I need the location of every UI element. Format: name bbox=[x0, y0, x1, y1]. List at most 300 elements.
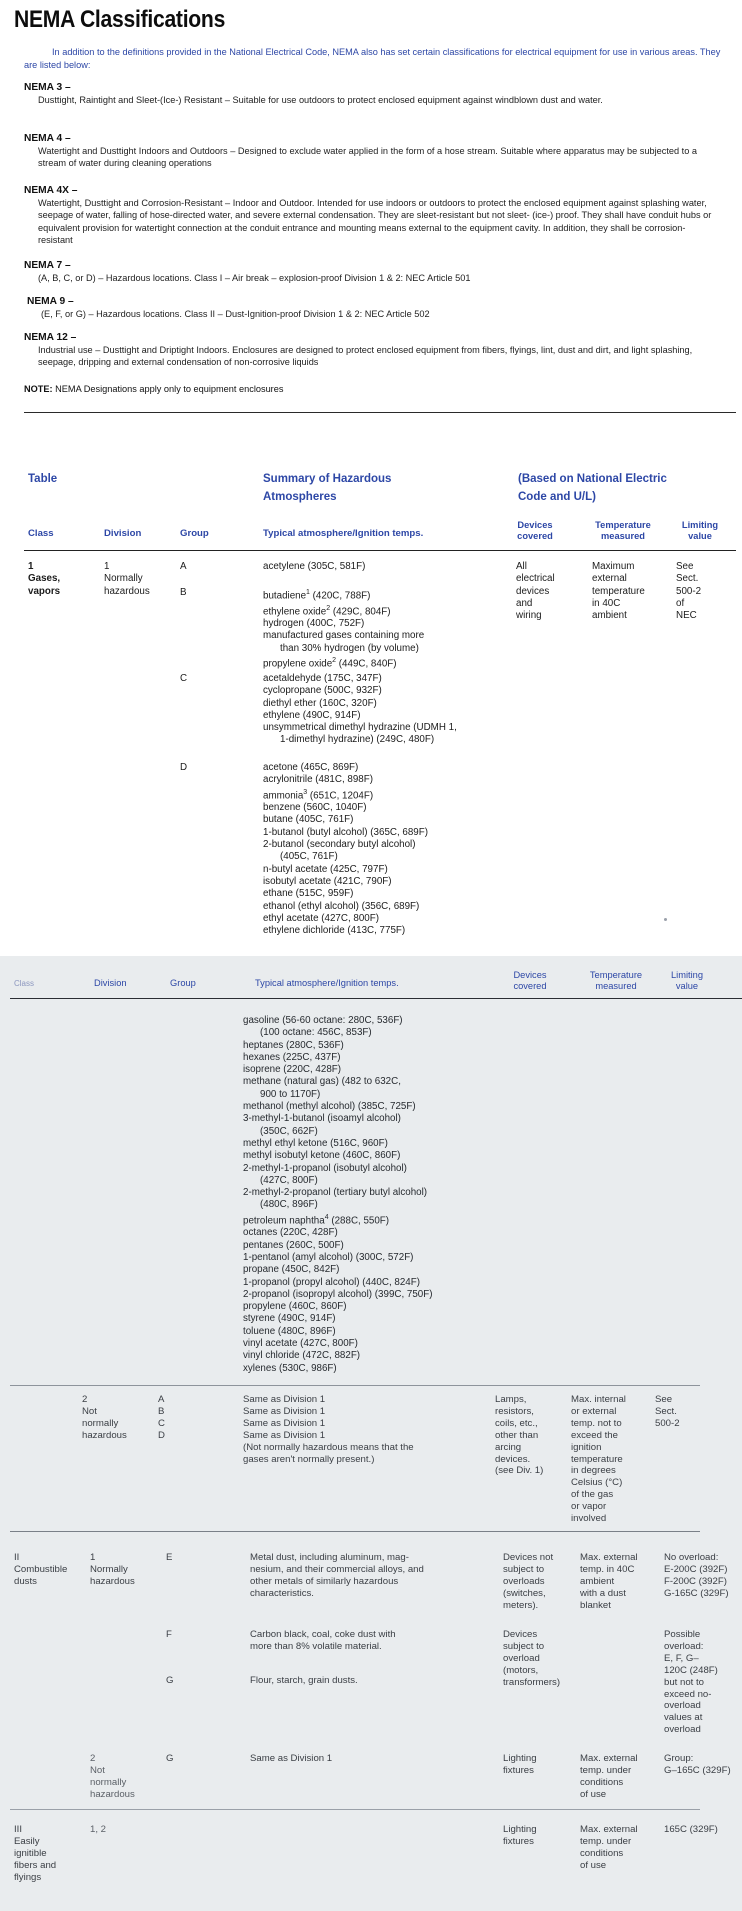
class1-limit-line: of bbox=[676, 597, 685, 609]
class2-cell bbox=[14, 1552, 67, 1588]
class1-div-text-2: hazardous bbox=[104, 585, 150, 597]
chemical-temps: (449C, 840F) bbox=[336, 658, 397, 670]
chemical-list-item bbox=[263, 787, 428, 803]
group-a-item: acetylene (305C, 581F) bbox=[263, 561, 366, 572]
chemical-text: n-butyl acetate (425C, 797F) bbox=[263, 863, 388, 875]
col-header-limiting bbox=[672, 520, 728, 542]
div2-division-line: 2 bbox=[82, 1394, 88, 1405]
chemical-list-item bbox=[243, 1338, 433, 1350]
cont-header-temperature-line-2: measured bbox=[595, 981, 637, 991]
chemical-text: 2-butanol (secondary butyl alcohol) bbox=[263, 839, 416, 851]
chemical-text: acetaldehyde (175C, 347F) bbox=[263, 673, 382, 684]
class3-division: 1, 2 bbox=[90, 1824, 107, 1835]
chemical-text: (405C, 761F) bbox=[280, 851, 338, 863]
nema-9-desc: (E, F, or G) – Hazardous locations. Class II – Dust-Ignition-proof Division 1 & 2: NEC Article 502 bbox=[41, 309, 430, 319]
class3-line: Easily bbox=[14, 1835, 40, 1847]
div2-limit-cell bbox=[655, 1394, 680, 1430]
chemical-text: isoprene (220C, 428F) bbox=[243, 1064, 342, 1076]
chemical-text: ethylene dichloride (413C, 775F) bbox=[263, 925, 406, 937]
class2-line: dusts bbox=[14, 1575, 37, 1587]
section-divider bbox=[24, 412, 736, 413]
div2-devices-line: (see Div. 1) bbox=[495, 1465, 544, 1477]
chemical-text: xylenes (530C, 986F) bbox=[243, 1362, 337, 1374]
class2-div2-line: hazardous bbox=[90, 1788, 135, 1800]
chemical-list-item bbox=[243, 1027, 433, 1039]
chemical-list-item bbox=[263, 655, 424, 671]
div2-group-line: D bbox=[158, 1429, 165, 1441]
chemical-list-item bbox=[263, 802, 428, 814]
chemical-list-item bbox=[263, 722, 457, 734]
table-based-line-1: (Based on National Electric bbox=[518, 473, 667, 485]
nema-4-desc: Watertight and Dusttight Indoors and Outdoors – Designed to exclude water applied in the form of a hose stream. Suitable where apparatus may be subjected to a stream of water during cleaning operations bbox=[38, 146, 697, 169]
cont-header-class: Class bbox=[14, 979, 35, 988]
div2-group-line: B bbox=[158, 1405, 165, 1417]
class2-fg-limit-line: overload bbox=[664, 1724, 701, 1736]
chemical-list-item bbox=[263, 774, 428, 786]
class1-number: 1 bbox=[28, 561, 34, 572]
class2-fg-limit-line: overload bbox=[664, 1700, 701, 1712]
col-header-limiting-line-1: Limiting bbox=[681, 520, 719, 530]
class2-fg-limit-line: overload: bbox=[664, 1640, 704, 1652]
class2-fg-devices-line: subject to bbox=[503, 1640, 545, 1652]
class2-division-line: hazardous bbox=[90, 1575, 135, 1587]
cont-header-limiting-line-2: value bbox=[675, 981, 699, 991]
class2-div2-devices-line: Lighting bbox=[503, 1753, 537, 1764]
chemical-text: butane (405C, 761F) bbox=[263, 814, 354, 826]
chemical-text: toluene (480C, 896F) bbox=[243, 1325, 336, 1337]
class2-e-temp-line: blanket bbox=[580, 1599, 611, 1611]
group-b-list bbox=[263, 587, 424, 671]
chemical-text: vinyl chloride (472C, 882F) bbox=[243, 1350, 361, 1362]
chemical-list-item bbox=[243, 1064, 433, 1076]
class2-division-cell bbox=[90, 1552, 135, 1588]
chemical-list-item bbox=[243, 1052, 433, 1064]
class3-devices-line: fixtures bbox=[503, 1835, 534, 1847]
div2-temp-line: involved bbox=[571, 1513, 607, 1525]
chemical-list-item bbox=[243, 1138, 433, 1150]
class2-top-rule bbox=[10, 1531, 700, 1532]
class2-fg-limit-line: Possible bbox=[664, 1629, 701, 1640]
chemical-text: methanol (methyl alcohol) (385C, 725F) bbox=[243, 1101, 416, 1113]
chemical-temps: (420C, 788F) bbox=[309, 590, 371, 602]
class2-fg-limit-line: but not to bbox=[664, 1676, 705, 1688]
class2-e-temp-cell bbox=[580, 1552, 638, 1612]
class1-div-number: 1 bbox=[104, 561, 110, 572]
chemical-text: heptanes (280C, 536F) bbox=[243, 1039, 344, 1051]
chemical-text: butadiene bbox=[263, 590, 307, 602]
class2-line: Combustible bbox=[14, 1563, 68, 1575]
cont-header-devices-line-2: covered bbox=[513, 981, 547, 991]
class2-line: II bbox=[14, 1552, 20, 1563]
chemical-list-item bbox=[243, 1076, 433, 1088]
chemical-text: ethane (515C, 959F) bbox=[263, 888, 354, 900]
div2-division-cell bbox=[82, 1394, 127, 1442]
chemical-text: methyl ethyl ketone (516C, 960F) bbox=[243, 1137, 388, 1149]
nema-7-entry bbox=[24, 260, 724, 284]
chemical-list-item bbox=[243, 1313, 433, 1325]
div2-temp-line: Celsius (°C) bbox=[571, 1477, 623, 1489]
class2-group-g: G bbox=[166, 1675, 174, 1686]
chemical-list-item bbox=[243, 1175, 433, 1187]
div2-typical-line: Same as Division 1 bbox=[243, 1429, 326, 1441]
cont-header-temperature bbox=[578, 970, 654, 992]
group-a-label: A bbox=[180, 561, 187, 572]
chemical-list-item bbox=[243, 1277, 433, 1289]
chemical-list-item bbox=[243, 1301, 433, 1313]
class2-div2-temp-line: Max. external bbox=[580, 1753, 638, 1764]
class2-e-devices-line: subject to bbox=[503, 1563, 545, 1575]
col-header-devices-line-2: covered bbox=[517, 531, 553, 541]
chemical-text: octanes (220C, 428F) bbox=[243, 1227, 338, 1239]
chemical-list-item bbox=[243, 1252, 433, 1264]
chemical-text: propylene (460C, 860F) bbox=[243, 1301, 347, 1313]
chemical-text: ethylene oxide bbox=[263, 605, 327, 617]
col-header-typical: Typical atmosphere/Ignition temps. bbox=[263, 528, 424, 539]
class2-e-devices-line: meters). bbox=[503, 1599, 539, 1611]
class2-div2-temp-cell bbox=[580, 1753, 638, 1801]
class2-div2-limit-cell bbox=[664, 1753, 731, 1777]
col-header-temperature-line-2: measured bbox=[601, 531, 645, 541]
class2-e-limit-line: E-200C (392F) bbox=[664, 1563, 728, 1575]
chemical-text: 1-dimethyl hydrazine) (249C, 480F) bbox=[280, 734, 435, 746]
div2-devices-cell bbox=[495, 1394, 543, 1477]
div2-temp-line: or vapor bbox=[571, 1501, 607, 1513]
nema-3-name: NEMA 3 – bbox=[24, 82, 71, 93]
chemical-list-item bbox=[263, 762, 428, 774]
header-rule bbox=[24, 550, 736, 551]
class2-group-e: E bbox=[166, 1552, 173, 1563]
nema-12-desc: Industrial use – Dusttight and Driptight Indoors. Enclosures are designed to protect enclosed equipment from fibers, flyings, lint, dust and dirt, and light splashing, seepage, dripping and external condensation of non-corrosive liquids bbox=[38, 345, 693, 368]
col-header-limiting-line-2: value bbox=[688, 531, 712, 541]
div2-group-line: A bbox=[158, 1394, 165, 1405]
chemical-list-item bbox=[263, 603, 424, 619]
chemical-text: 2-methyl-2-propanol (tertiary butyl alcohol) bbox=[243, 1187, 428, 1199]
class3-temp-line: of use bbox=[580, 1859, 607, 1871]
class2-div2-cell bbox=[90, 1753, 135, 1801]
chemical-list-item bbox=[243, 1363, 433, 1375]
chemical-list-item bbox=[243, 1289, 433, 1301]
chemical-text: ethanol (ethyl alcohol) (356C, 689F) bbox=[263, 900, 420, 912]
class2-f-typical-line: more than 8% volatile material. bbox=[250, 1640, 382, 1652]
class3-line: fibers and bbox=[14, 1859, 57, 1871]
class2-e-typical-cell bbox=[250, 1552, 424, 1600]
div2-temp-line: or external bbox=[571, 1405, 617, 1417]
class2-e-devices-line: Devices not bbox=[503, 1552, 554, 1563]
div2-typical-line: Same as Division 1 bbox=[243, 1417, 326, 1429]
class2-group-f: F bbox=[166, 1629, 172, 1640]
chemical-text: propylene oxide bbox=[263, 658, 333, 670]
class2-e-limit-line: F-200C (392F) bbox=[664, 1575, 727, 1587]
nema-7-name: NEMA 7 – bbox=[24, 260, 71, 271]
col-header-devices bbox=[507, 520, 563, 542]
chemical-text: diethyl ether (160C, 320F) bbox=[263, 697, 377, 709]
div2-temp-line: in degrees bbox=[571, 1465, 616, 1477]
chemical-list-item bbox=[263, 698, 457, 710]
class1-cell bbox=[28, 561, 60, 598]
class2-fg-devices-line: (motors, bbox=[503, 1664, 539, 1676]
class2-division-line: Normally bbox=[90, 1563, 128, 1575]
class2-fg-limit-line: exceed no- bbox=[664, 1688, 712, 1700]
footnote-marker: 4 bbox=[324, 1213, 329, 1221]
class1-name-1: Gases, bbox=[28, 573, 61, 585]
class2-div2-limit-line: Group: bbox=[664, 1753, 694, 1764]
class3-temp-line: Max. external bbox=[580, 1824, 638, 1835]
class2-div2-line: Not bbox=[90, 1764, 105, 1776]
chemical-text: ethylene (490C, 914F) bbox=[263, 709, 361, 721]
chemical-list-item bbox=[263, 827, 428, 839]
class3-limit: 165C (329F) bbox=[664, 1824, 718, 1835]
div2-typical-cell bbox=[243, 1394, 414, 1465]
class2-fg-limit-line: 120C (248F) bbox=[664, 1664, 718, 1676]
div2-devices-line: coils, etc., bbox=[495, 1417, 538, 1429]
class2-div2-devices-line: fixtures bbox=[503, 1764, 534, 1776]
cont-header-typical: Typical atmosphere/Ignition temps. bbox=[255, 978, 399, 988]
chemical-text: hexanes (225C, 437F) bbox=[243, 1051, 341, 1063]
chemical-text: 2-propanol (isopropyl alcohol) (399C, 750F) bbox=[243, 1288, 433, 1300]
table-label: Table bbox=[28, 473, 58, 485]
class2-e-devices-line: (switches, bbox=[503, 1587, 546, 1599]
class3-temp-line: conditions bbox=[580, 1847, 624, 1859]
note bbox=[24, 384, 283, 394]
cont-header-rule bbox=[10, 998, 742, 999]
col-header-temperature-line-1: Temperature bbox=[595, 520, 651, 530]
chemical-text: hydrogen (400C, 752F) bbox=[263, 618, 365, 630]
table-summary-line-1: Summary of Hazardous bbox=[263, 473, 392, 485]
chemical-list-item bbox=[263, 851, 428, 863]
class2-e-devices-cell bbox=[503, 1552, 553, 1612]
nema-classifications-section bbox=[0, 0, 742, 955]
class2-div2-group: G bbox=[166, 1753, 174, 1764]
col-header-group: Group bbox=[180, 528, 209, 539]
chemical-list-item bbox=[243, 1015, 433, 1027]
class1-temp-line: temperature bbox=[592, 585, 645, 597]
group-d-label: D bbox=[180, 762, 188, 773]
chemical-text: styrene (490C, 914F) bbox=[243, 1313, 336, 1325]
div2-division-line: normally bbox=[82, 1417, 119, 1429]
chemical-list-item bbox=[263, 630, 424, 642]
class1-devices-line: and bbox=[516, 597, 533, 609]
class1-devices-line: wiring bbox=[516, 610, 542, 622]
class3-temp-cell bbox=[580, 1824, 638, 1872]
chemical-list-item bbox=[243, 1212, 433, 1228]
group-c-list bbox=[263, 673, 457, 747]
group-b-label: B bbox=[180, 587, 187, 598]
footnote-marker: 3 bbox=[303, 788, 308, 796]
chemical-text: (480C, 896F) bbox=[260, 1199, 318, 1211]
class2-e-typical-line: other metals of similarly hazardous bbox=[250, 1575, 399, 1587]
chemical-list-item bbox=[263, 901, 428, 913]
div2-limit-line: Sect. bbox=[655, 1405, 677, 1417]
class2-div2-devices-cell bbox=[503, 1753, 537, 1777]
cont-header-limiting-line-1: Limiting bbox=[670, 970, 704, 980]
class1-temp-line: ambient bbox=[592, 610, 627, 622]
chemical-text: 2-methyl-1-propanol (isobutyl alcohol) bbox=[243, 1162, 407, 1174]
chemical-text: acrylonitrile (481C, 898F) bbox=[263, 774, 373, 786]
class2-f-typical-line: Carbon black, coal, coke dust with bbox=[250, 1629, 396, 1640]
div2-temp-line: temp. not to bbox=[571, 1417, 622, 1429]
chemical-temps: (429C, 804F) bbox=[330, 605, 391, 617]
cont-header-limiting bbox=[662, 970, 712, 992]
div2-devices-line: Lamps, bbox=[495, 1394, 527, 1405]
class2-div2-line: normally bbox=[90, 1776, 127, 1788]
chemical-text: 1-butanol (butyl alcohol) (365C, 689F) bbox=[263, 826, 429, 838]
nema-3-entry bbox=[24, 82, 724, 106]
chemical-list-item bbox=[243, 1240, 433, 1252]
class2-fg-limit-cell bbox=[664, 1629, 718, 1736]
div2-typical-line: (Not normally hazardous means that the bbox=[243, 1441, 414, 1453]
class3-temp-line: temp. under bbox=[580, 1835, 632, 1847]
footnote-marker: 2 bbox=[332, 657, 337, 665]
group-c-label: C bbox=[180, 673, 188, 684]
chemical-text: vinyl acetate (427C, 800F) bbox=[243, 1337, 358, 1349]
chemical-temps: (651C, 1204F) bbox=[307, 789, 374, 801]
chemical-list-item bbox=[263, 734, 457, 746]
class2-division-line: 1 bbox=[90, 1552, 96, 1563]
chemical-text: petroleum naphtha bbox=[243, 1215, 325, 1227]
class2-f-typical-cell bbox=[250, 1629, 396, 1653]
class1-temp-line: external bbox=[592, 573, 627, 585]
cont-header-devices bbox=[500, 970, 560, 992]
class2-e-temp-line: temp. in 40C bbox=[580, 1563, 635, 1575]
chemical-text: unsymmetrical dimethyl hydrazine (UDMH 1, bbox=[263, 722, 457, 734]
class2-e-temp-line: Max. external bbox=[580, 1552, 638, 1563]
class1-limit-line: NEC bbox=[676, 610, 697, 622]
div2-temp-line: temperature bbox=[571, 1453, 623, 1465]
col-header-devices-line-1: Devices bbox=[517, 520, 553, 530]
class2-fg-devices-line: transformers) bbox=[503, 1676, 561, 1688]
nema-12-name: NEMA 12 – bbox=[24, 332, 77, 343]
class2-e-typical-line: nesium, and their commercial alloys, and bbox=[250, 1563, 424, 1575]
class3-devices-line: Lighting bbox=[503, 1824, 537, 1835]
chemical-text: 1-pentanol (amyl alcohol) (300C, 572F) bbox=[243, 1251, 414, 1263]
footnote-marker: 1 bbox=[306, 589, 310, 596]
nema-4x-desc: Watertight, Dusttight and Corrosion-Resistant – Indoor and Outdoor. Intended for use indoors or outdoors to protect the enclosed equipment against splashing water, seepage of water, falling of hose-directed water, and severe external condensation. They are sleet-resistant but not sleet- (ice-) proof. They shall have conduit hubs or equivalent provision for watertight connection at the conduit entrance and mounting means external to the equipment cavity. In addition, they shall be corrosion-resistant bbox=[38, 198, 712, 246]
class2-e-typical-line: Metal dust, including aluminum, mag- bbox=[250, 1552, 409, 1563]
div2-limit-line: See bbox=[655, 1394, 673, 1405]
class3-top-rule bbox=[10, 1809, 700, 1810]
chemical-list-item bbox=[263, 710, 457, 722]
cont-header-division: Division bbox=[94, 978, 127, 988]
chemical-text: cyclopropane (500C, 932F) bbox=[263, 685, 382, 697]
nema-4-entry bbox=[24, 133, 724, 170]
chemical-text: methane (natural gas) (482 to 632C, bbox=[243, 1076, 401, 1088]
col-header-temperature bbox=[587, 520, 659, 542]
div2-group-line: C bbox=[158, 1417, 165, 1429]
chemical-list-item bbox=[243, 1150, 433, 1162]
group-d-continued-list bbox=[243, 1015, 433, 1375]
class1-devices-cell bbox=[516, 561, 555, 622]
class2-e-limit-cell bbox=[664, 1552, 729, 1600]
class1-division-cell bbox=[104, 561, 150, 598]
div2-devices-line: devices. bbox=[495, 1453, 531, 1465]
class2-div2-limit-line: G–165C (329F) bbox=[664, 1764, 731, 1776]
nema-3-desc: Dusttight, Raintight and Sleet-(Ice-) Resistant – Suitable for use outdoors to protect enclosed equipment against windblown dust and water. bbox=[38, 95, 603, 105]
cont-header-temperature-line-1: Temperature bbox=[589, 970, 643, 980]
chemical-text: acetone (465C, 869F) bbox=[263, 762, 359, 773]
class2-e-temp-line: with a dust bbox=[580, 1587, 626, 1599]
chemical-list-item bbox=[263, 673, 457, 685]
div2-top-rule bbox=[10, 1385, 700, 1386]
note-text: NEMA Designations apply only to equipment enclosures bbox=[55, 384, 284, 394]
nema-7-desc: (A, B, C, or D) – Hazardous locations. Class I – Air break – explosion-proof Division 1 & 2: NEC Article 501 bbox=[38, 273, 471, 283]
class2-e-temp-line: ambient bbox=[580, 1575, 615, 1587]
nema-9-name: NEMA 9 – bbox=[27, 296, 74, 307]
note-label: NOTE: bbox=[24, 384, 53, 394]
nema-4-name: NEMA 4 – bbox=[24, 133, 71, 144]
chemical-list-item bbox=[243, 1113, 433, 1125]
chemical-list-item bbox=[263, 643, 424, 655]
chemical-list-item bbox=[263, 888, 428, 900]
chemical-text: isobutyl acetate (421C, 790F) bbox=[263, 875, 392, 887]
chemical-text: 3-methyl-1-butanol (isoamyl alcohol) bbox=[243, 1113, 401, 1125]
chemical-text: pentanes (260C, 500F) bbox=[243, 1239, 344, 1251]
class2-div2-line: 2 bbox=[90, 1753, 96, 1764]
class2-g-typical: Flour, starch, grain dusts. bbox=[250, 1675, 358, 1686]
nema-9-entry bbox=[27, 296, 727, 320]
div2-typical-line: Same as Division 1 bbox=[243, 1394, 326, 1405]
chemical-text: (100 octane: 456C, 853F) bbox=[260, 1027, 372, 1039]
class1-temp-line: Maximum bbox=[592, 561, 635, 572]
nema-4x-name: NEMA 4X – bbox=[24, 185, 78, 196]
page-title: NEMA Classifications bbox=[14, 6, 226, 33]
chemical-text: propane (450C, 842F) bbox=[243, 1264, 340, 1276]
div2-temp-cell bbox=[571, 1394, 626, 1525]
div2-division-line: Not bbox=[82, 1405, 97, 1417]
col-header-class: Class bbox=[28, 528, 54, 539]
table-summary-line-2: Atmospheres bbox=[263, 491, 337, 503]
class2-fg-limit-line: values at bbox=[664, 1712, 703, 1724]
group-a-list bbox=[263, 561, 365, 573]
div2-groups-cell bbox=[158, 1394, 165, 1442]
class1-limit-cell bbox=[676, 561, 701, 622]
chemical-text: 1-propanol (propyl alcohol) (440C, 824F) bbox=[243, 1276, 420, 1288]
chemical-text: gasoline (56-60 octane: 280C, 536F) bbox=[243, 1015, 403, 1026]
chemical-list-item bbox=[243, 1101, 433, 1113]
div2-division-line: hazardous bbox=[82, 1429, 127, 1441]
chemical-list-item bbox=[263, 587, 424, 603]
div2-typical-line: gases aren't normally present.) bbox=[243, 1453, 375, 1465]
class2-fg-devices-cell bbox=[503, 1629, 560, 1689]
class2-fg-limit-line: E, F, G– bbox=[664, 1652, 699, 1664]
cont-header-devices-line-1: Devices bbox=[513, 970, 547, 980]
class3-line: III bbox=[14, 1824, 22, 1835]
class1-limit-line: See bbox=[676, 561, 694, 572]
chemical-list-item bbox=[243, 1264, 433, 1276]
class1-limit-line: Sect. bbox=[676, 573, 699, 585]
intro-paragraph: In addition to the definitions provided in the National Electrical Code, NEMA also has set certain classifications for electrical equipment for use in various areas. They are listed below: bbox=[24, 47, 721, 70]
class2-e-limit-line: G-165C (329F) bbox=[664, 1587, 729, 1599]
print-speck bbox=[664, 918, 667, 921]
chemical-list-item bbox=[243, 1350, 433, 1362]
class2-div2-temp-line: conditions bbox=[580, 1776, 624, 1788]
chemical-list-item bbox=[243, 1040, 433, 1052]
chemical-list-item bbox=[243, 1227, 433, 1239]
class1-div-text-1: Normally bbox=[104, 573, 143, 585]
chemical-text: benzene (560C, 1040F) bbox=[263, 802, 367, 814]
chemical-list-item bbox=[263, 913, 428, 925]
chemical-list-item bbox=[243, 1199, 433, 1211]
class2-e-typical-line: characteristics. bbox=[250, 1587, 314, 1599]
class2-fg-devices-line: overload bbox=[503, 1652, 540, 1664]
chemical-text: (427C, 800F) bbox=[260, 1174, 318, 1186]
col-header-division: Division bbox=[104, 528, 142, 539]
chemical-list-item bbox=[263, 814, 428, 826]
div2-limit-line: 500-2 bbox=[655, 1417, 680, 1429]
chemical-list-item bbox=[263, 839, 428, 851]
div2-devices-line: other than bbox=[495, 1429, 539, 1441]
class3-line: flyings bbox=[14, 1871, 42, 1883]
chemical-text: 900 to 1170F) bbox=[260, 1088, 321, 1100]
